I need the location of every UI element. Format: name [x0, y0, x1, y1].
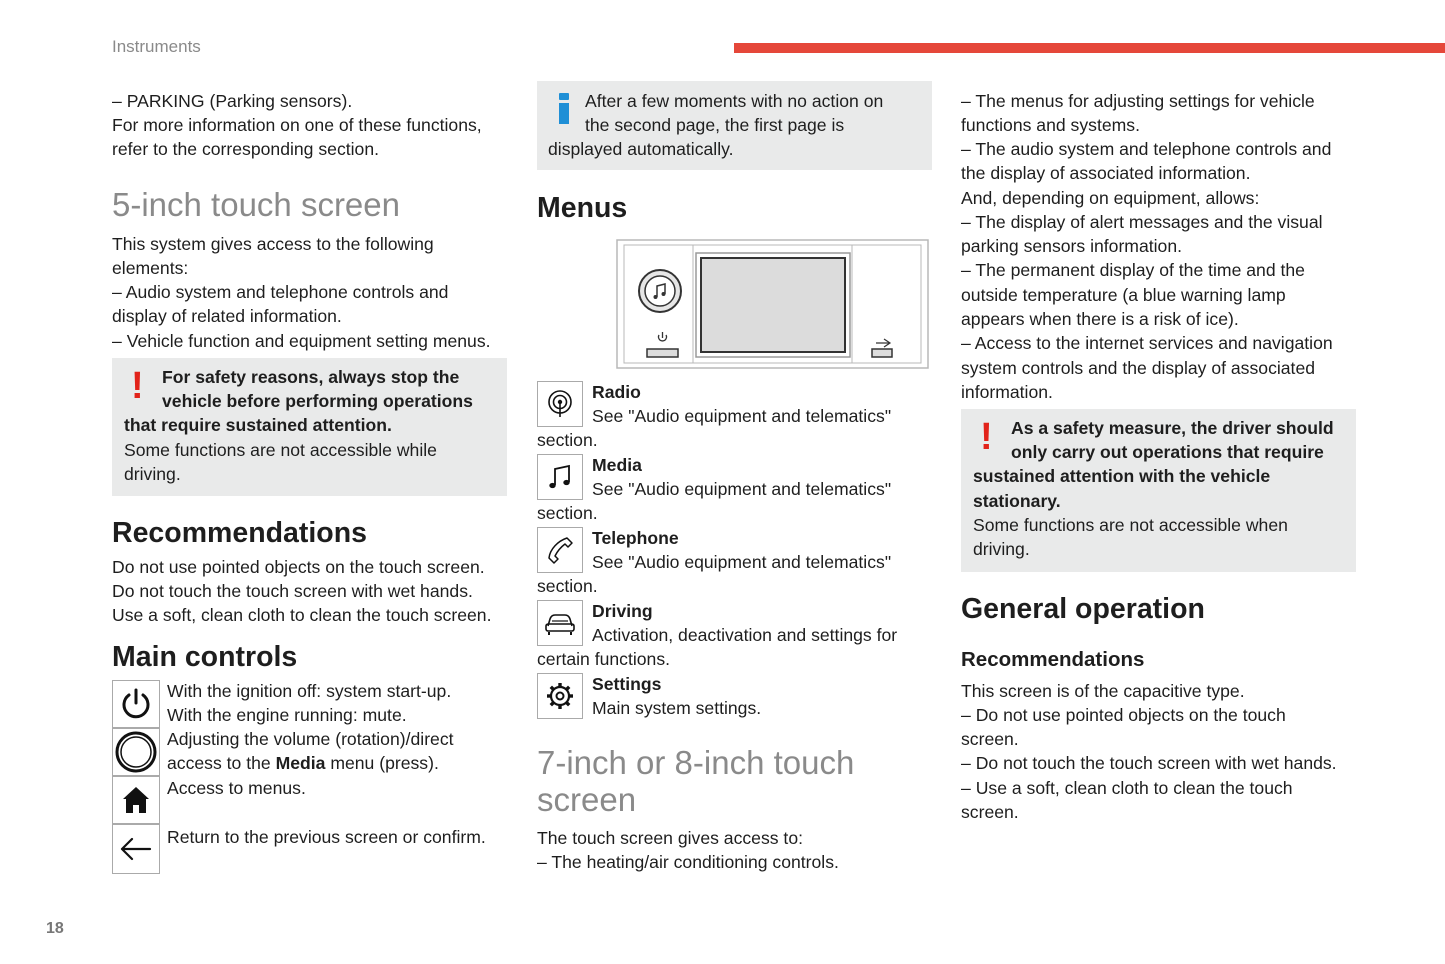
gear-icon: [545, 681, 575, 711]
col3-line: parking sensors information.: [961, 236, 1183, 256]
col3-line: And, depending on equipment, allows:: [961, 188, 1260, 208]
seven-inch-text: The touch screen gives access to:: [537, 828, 803, 848]
volume-knob-icon: [115, 731, 157, 773]
warning-icon: !: [980, 416, 993, 458]
volume-text: Adjusting the volume (rotation)/direct: [167, 729, 454, 749]
menu-driving-desc: Activation, deactivation and settings for: [592, 625, 898, 645]
five-inch-text: – Vehicle function and equipment setting menus.: [112, 329, 491, 353]
col3-line: the display of associated information.: [961, 163, 1251, 183]
back-text: Return to the previous screen or confirm.: [167, 827, 486, 847]
menu-telephone-title: Telephone: [592, 528, 679, 548]
menu-driving-title: Driving: [592, 601, 653, 621]
menu-radio-title: Radio: [592, 382, 641, 402]
warning-line: driving.: [973, 539, 1030, 559]
recommendations-heading: Recommendations: [112, 517, 367, 549]
info-line: displayed automatically.: [548, 139, 734, 159]
col3-line: – The audio system and telephone controls and: [961, 137, 1331, 161]
col3-line: screen.: [961, 802, 1019, 822]
volume-text-part: access to the: [167, 753, 276, 773]
warning-bold-line: vehicle before performing operations: [162, 391, 473, 411]
menu-media-title: Media: [592, 455, 642, 475]
menu-media-button[interactable]: [537, 454, 583, 500]
col3-line: functions and systems.: [961, 115, 1140, 135]
menu-media-desc: See "Audio equipment and telematics": [592, 479, 892, 499]
page-number: 18: [46, 920, 64, 937]
menu-radio-desc: section.: [537, 430, 598, 450]
info-line: After a few moments with no action on: [585, 91, 884, 111]
five-inch-heading: 5-inch touch screen: [112, 186, 400, 223]
intro-line: refer to the corresponding section.: [112, 139, 379, 159]
warning-bold-line: For safety reasons, always stop the: [162, 367, 460, 387]
volume-control: [112, 728, 160, 776]
head-unit-illustration: [616, 239, 929, 369]
menu-driving-desc: certain functions.: [537, 649, 671, 669]
five-inch-text: – Audio system and telephone controls and: [112, 280, 448, 304]
col3-line: information.: [961, 382, 1053, 402]
intro-line: For more information on one of these functions,: [112, 115, 482, 135]
recommendations-subheading: Recommendations: [961, 648, 1145, 671]
seven-inch-text: – The heating/air conditioning controls.: [537, 850, 839, 874]
back-control: [112, 824, 160, 874]
col3-line: – Do not touch the touch screen with wet hands.: [961, 751, 1337, 775]
menu-settings-desc: Main system settings.: [592, 698, 762, 718]
menu-media-desc: section.: [537, 503, 598, 523]
five-inch-text: This system gives access to the following: [112, 234, 434, 254]
menu-settings-button[interactable]: [537, 673, 583, 719]
recommendation-line: Do not touch the touch screen with wet hands.: [112, 581, 473, 601]
five-inch-text: display of related information.: [112, 306, 342, 326]
home-icon: [121, 785, 151, 815]
col3-line: – The permanent display of the time and the: [961, 258, 1305, 282]
home-control: [112, 776, 160, 824]
menus-heading: Menus: [537, 192, 628, 224]
home-text: Access to menus.: [167, 778, 306, 798]
power-icon: [119, 687, 153, 721]
intro-line: – PARKING (Parking sensors).: [112, 89, 352, 113]
col3-line: outside temperature (a blue warning lamp: [961, 285, 1286, 305]
warning-line: Some functions are not accessible when: [973, 515, 1288, 535]
warning-line: driving.: [124, 464, 181, 484]
menu-driving-button[interactable]: [537, 600, 583, 646]
telephone-icon: [545, 535, 575, 565]
col3-line: – Access to the internet services and navigation: [961, 331, 1333, 355]
warning-bold-line: that require sustained attention.: [124, 415, 392, 435]
header-accent-bar: [734, 43, 1445, 53]
power-control: [112, 680, 160, 728]
car-icon: [544, 610, 576, 636]
seven-inch-heading: 7-inch or 8-inch touch: [537, 744, 855, 781]
menu-radio-desc: See "Audio equipment and telematics": [592, 406, 892, 426]
music-note-icon: [545, 462, 575, 492]
col3-line: This screen is of the capacitive type.: [961, 681, 1245, 701]
menu-telephone-button[interactable]: [537, 527, 583, 573]
col3-line: screen.: [961, 729, 1019, 749]
info-box: [537, 81, 932, 170]
power-text: With the engine running: mute.: [167, 705, 407, 725]
col3-line: – The menus for adjusting settings for vehicle: [961, 89, 1315, 113]
section-label: Instruments: [112, 37, 201, 56]
recommendation-line: Do not use pointed objects on the touch screen.: [112, 557, 485, 577]
menu-telephone-desc: section.: [537, 576, 598, 596]
general-operation-heading: General operation: [961, 593, 1205, 625]
recommendation-line: Use a soft, clean cloth to clean the touch screen.: [112, 605, 492, 625]
driver-warning-box: [961, 409, 1356, 572]
volume-text-part: menu (press).: [325, 753, 439, 773]
menu-settings-title: Settings: [592, 674, 662, 694]
warning-bold-line: sustained attention with the vehicle: [973, 466, 1271, 486]
radio-icon: [545, 389, 575, 419]
safety-warning-box: [112, 358, 507, 496]
seven-inch-heading: screen: [537, 781, 637, 818]
info-icon: [559, 93, 569, 124]
col3-line: – The display of alert messages and the visual: [961, 210, 1323, 234]
col3-line: appears when there is a risk of ice).: [961, 309, 1239, 329]
menu-telephone-desc: See "Audio equipment and telematics": [592, 552, 892, 572]
back-arrow-icon: [119, 836, 153, 862]
menu-radio-button[interactable]: [537, 381, 583, 427]
power-text: With the ignition off: system start-up.: [167, 681, 452, 701]
col3-line: system controls and the display of associated: [961, 358, 1316, 378]
warning-bold-line: As a safety measure, the driver should: [1011, 418, 1334, 438]
warning-bold-line: only carry out operations that require: [1011, 442, 1324, 462]
five-inch-text: elements:: [112, 258, 189, 278]
info-line: the second page, the first page is: [585, 115, 845, 135]
col3-line: – Use a soft, clean cloth to clean the touch: [961, 776, 1293, 800]
warning-bold-line: stationary.: [973, 491, 1061, 511]
warning-icon: !: [131, 365, 144, 407]
media-menu-label: Media: [275, 753, 326, 773]
col3-line: – Do not use pointed objects on the touch: [961, 703, 1286, 727]
main-controls-heading: Main controls: [112, 641, 298, 673]
volume-text: [167, 751, 439, 775]
warning-line: Some functions are not accessible while: [124, 440, 437, 460]
